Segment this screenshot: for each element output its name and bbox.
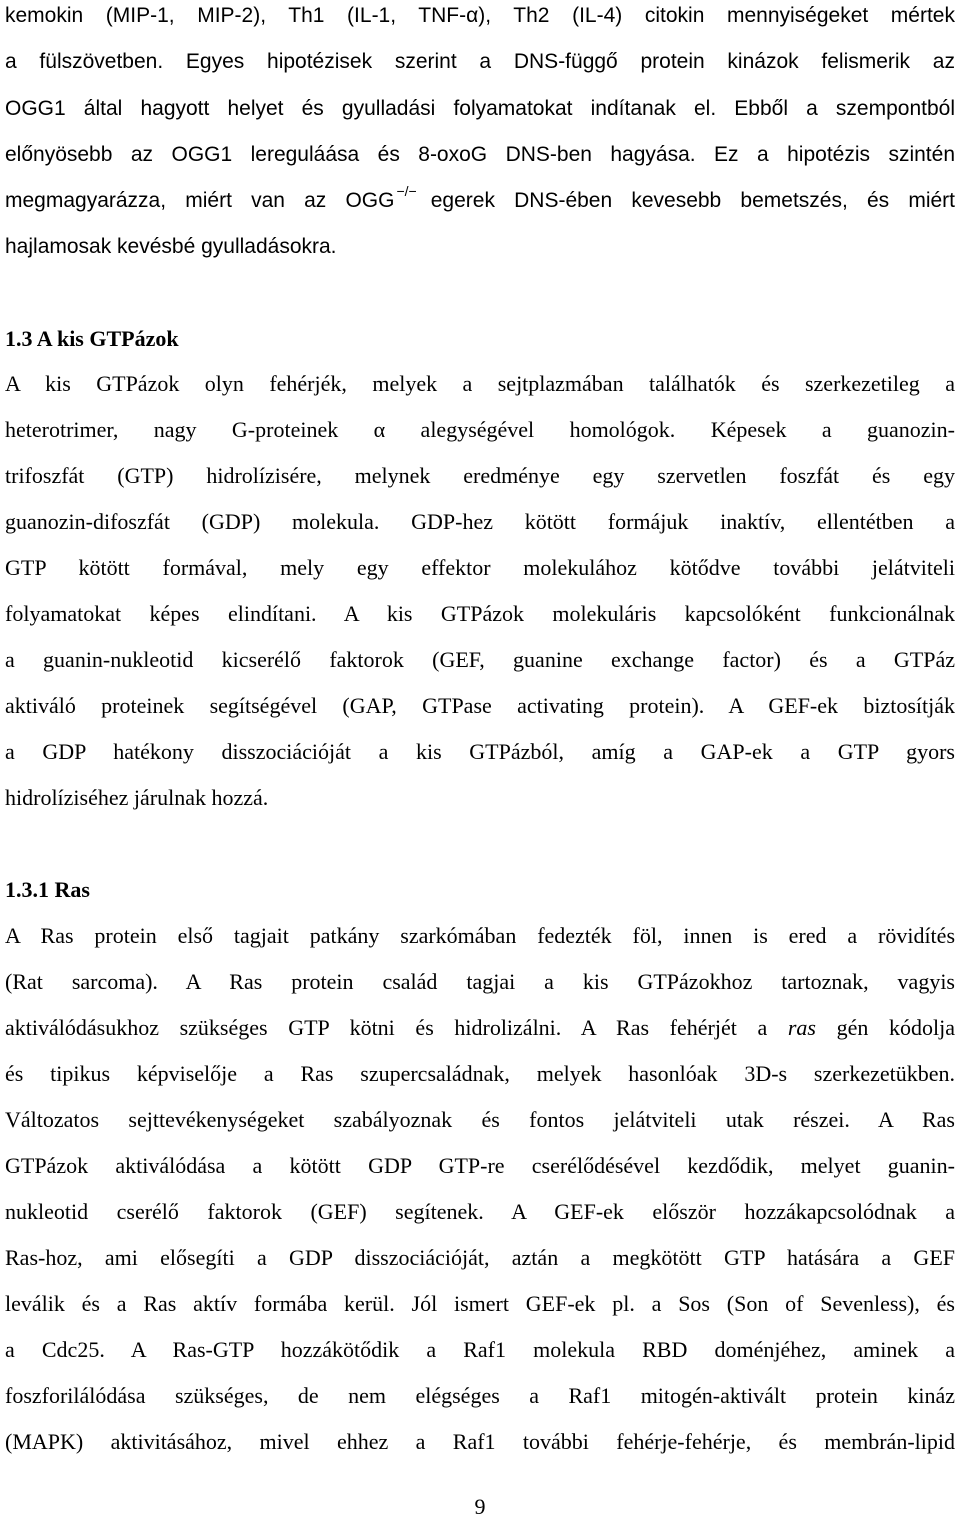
paragraph-line <box>5 1014 955 1042</box>
paragraph-line: trifoszfát (GTP) hidrolízisére, melynek eredménye egy szervetlen foszfát és egy <box>5 463 955 488</box>
paragraph-line: a Cdc25. A Ras-GTP hozzákötődik a Raf1 molekula RBD doménjéhez, aminek a <box>5 1337 955 1362</box>
text-span: egerek DNS-ében kevesebb bemetszés, és miért <box>430 189 955 212</box>
text-span: gén kódolja <box>836 1015 956 1040</box>
text-span: aktiválódásukhoz szükséges GTP kötni és hidrolizálni. A Ras fehérjét a <box>5 1015 768 1040</box>
paragraph-line: a guanin-nukleotid kicserélő faktorok (GEF, guanine exchange factor) és a GTPáz <box>5 647 955 672</box>
paragraph-line: előnyösebb az OGG1 lereguláása és 8-oxoG DNS-ben hagyása. Ez a hipotézis szintén <box>5 143 955 166</box>
section-heading: 1.3.1 Ras <box>5 877 90 902</box>
paragraph-line: a GDP hatékony disszociációját a kis GTPázból, amíg a GAP-ek a GTP gyors <box>5 739 955 764</box>
paragraph-line: aktiváló proteinek segítségével (GAP, GTPase activating protein). A GEF-ek biztosítják <box>5 693 955 718</box>
paragraph-line <box>5 183 955 216</box>
paragraph-line: guanozin-difoszfát (GDP) molekula. GDP-hez kötött formájuk inaktív, ellentétben a <box>5 509 955 534</box>
paragraph-line: A Ras protein első tagjait patkány szarkómában fedezték föl, innen is ered a rövidítés <box>5 923 955 948</box>
paragraph-line: hidrolíziséhez járulnak hozzá. <box>5 785 269 810</box>
paragraph-line: hajlamosak kevésbé gyulladásokra. <box>5 235 337 258</box>
italic-gene-name: ras <box>787 1015 816 1040</box>
superscript: −/− <box>396 183 417 199</box>
paragraph-line: (Rat sarcoma). A Ras protein család tagjai a kis GTPázokhoz tartoznak, vagyis <box>5 969 955 994</box>
text-span: megmagyarázza, miért van az OGG <box>5 189 395 212</box>
paragraph-line: GTP kötött formával, mely egy effektor molekulához kötődve további jelátviteli <box>5 555 955 580</box>
page-number: 9 <box>474 1494 486 1519</box>
paragraph-line: a fülszövetben. Egyes hipotézisek szerint a DNS-függő protein kinázok felismerik az <box>5 50 955 73</box>
paragraph-line: OGG1 által hagyott helyet és gyulladási folyamatokat indítanak el. Ebből a szempontból <box>5 97 955 120</box>
paragraph-line: (MAPK) aktivitásához, mivel ehhez a Raf1 további fehérje-fehérje, és membrán-lipid <box>5 1429 955 1454</box>
paragraph-line: A kis GTPázok olyn fehérjék, melyek a sejtplazmában találhatók és szerkezetileg a <box>5 371 955 396</box>
paragraph-line: Változatos sejttevékenységeket szabályoznak és fontos jelátviteli utak részei. A Ras <box>5 1107 955 1132</box>
paragraph-line: GTPázok aktiválódása a kötött GDP GTP-re cserélődésével kezdődik, melyet guanin- <box>5 1153 955 1178</box>
paragraph-line: leválik és a Ras aktív formába kerül. Jól ismert GEF-ek pl. a Sos (Son of Sevenless), és <box>5 1291 955 1316</box>
paragraph-line: és tipikus képviselője a Ras szupercsaládnak, melyek hasonlóak 3D-s szerkezetükben. <box>5 1061 955 1086</box>
paragraph-line: foszforilálódása szükséges, de nem elégséges a Raf1 mitogén-aktivált protein kináz <box>5 1383 955 1408</box>
paragraph-line: folyamatokat képes elindítani. A kis GTPázok molekuláris kapcsolóként funkcionálnak <box>5 601 955 626</box>
paragraph-line: kemokin (MIP-1, MIP-2), Th1 (IL-1, TNF-α), Th2 (IL-4) citokin mennyiségeket mértek <box>5 4 955 27</box>
paragraph-line: Ras-hoz, ami elősegíti a GDP disszociációját, aztán a megkötött GTP hatására a GEF <box>5 1245 955 1270</box>
section-heading: 1.3 A kis GTPázok <box>5 326 179 351</box>
paragraph-line: nukleotid cserélő faktorok (GEF) segítenek. A GEF-ek először hozzákapcsolódnak a <box>5 1199 955 1224</box>
paragraph-line: heterotrimer, nagy G-proteinek α alegységével homológok. Képesek a guanozin- <box>5 417 955 442</box>
